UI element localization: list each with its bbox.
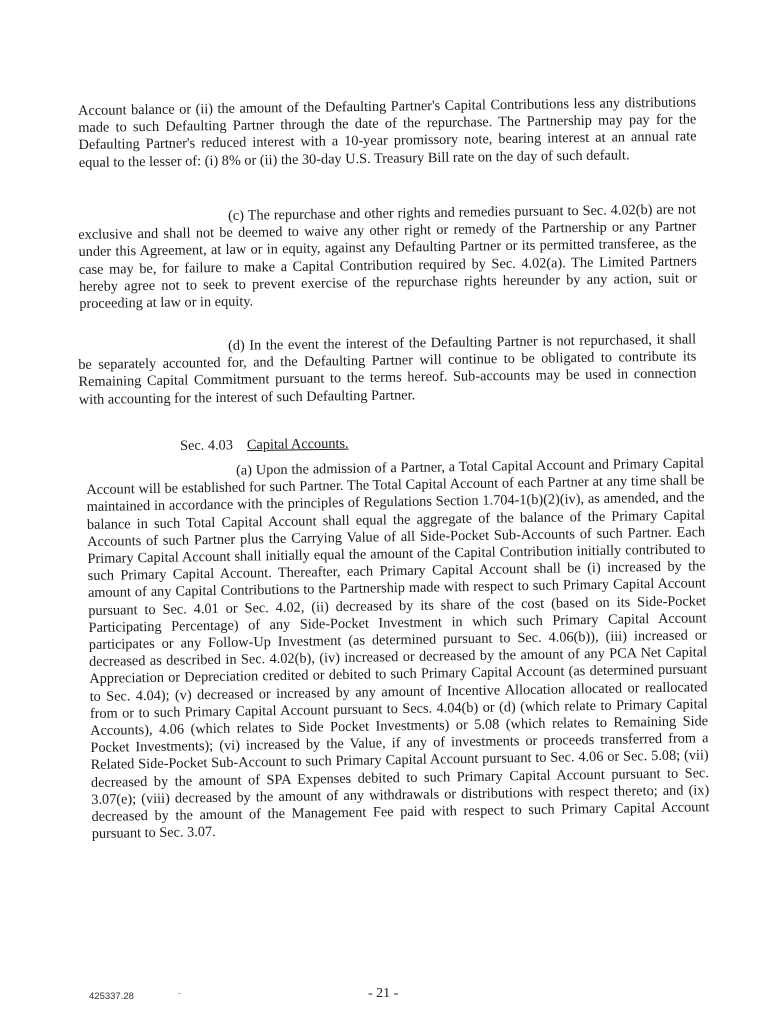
- paragraph-text: Account balance or (ii) the amount of the Defaulting Partner's Capital Contributions less any distributions made to such Defaulting Partner through the date of the repurchase. The Partnership may pay for the Defaulting Partner's reduced interest with a 10-year promissory note, bearing interest at an annual rate equal to the lesser of: (i) 8% or (ii) the 30-day U.S. Treasury Bill rate on the day of such default.: [78, 94, 697, 171]
- page-number: - 21 -: [368, 986, 399, 1001]
- paragraph-c: [78, 201, 697, 313]
- document-id: 425337.28: [89, 991, 134, 1002]
- paragraph-indent: [86, 475, 236, 477]
- paragraph-a: [86, 455, 710, 843]
- scan-artifact: [178, 993, 181, 994]
- paragraph-d: [78, 331, 697, 408]
- paragraph-continuation: [78, 94, 697, 171]
- section-number: Sec. 4.03: [180, 437, 234, 454]
- paragraph-text: (a) Upon the admission of a Partner, a Total Capital Account and Primary Capital Account will be established for such Partner. The Total Capital Account of each Partner at any time shall be maintained in accordance with the principles of Regulations Section 1.704-1(b)(2)(iv), as amended, and the balance in such Total Capital Account shall equal the aggregate of the balance of the Primary Capital Accounts of such Partner plus the Carrying Value of all Side-Pocket Sub-Accounts of such Partner. Each Primary Capital Account shall initially equal the amount of the Capital Contribution initially contributed to such Primary Capital Account. Thereafter, each Primary Capital Account shall be (i) increased by the amount of any Capital Contributions to the Partnership made with respect to such Primary Capital Account pursuant to Sec. 4.01 or Sec. 4.02, (ii) decreased by its share of the cost (based on its Side-Pocket Participating Percentage) of any Side-Pocket Investment in which such Primary Capital Account participates or any Follow-Up Investment (as determined pursuant to Sec. 4.06(b)), (iii) increased or decreased as described in Sec. 4.02(b), (iv) increased or decreased by the amount of any PCA Net Capital Appreciation or Depreciation credited or debited to such Primary Capital Account (as determined pursuant to Sec. 4.04); (v) decreased or increased by any amount of Incentive Allocation allocated or reallocated from or to such Primary Capital Account pursuant to Secs. 4.04(b) or (d) (which relate to Primary Capital Accounts), 4.06 (which relates to Side Pocket Investments) or 5.08 (which relates to Remaining Side Pocket Investments); (vi) increased by the Value, if any of investments or proceeds transferred from a Related Side-Pocket Sub-Account to such Primary Capital Account pursuant to Sec. 4.06 or Sec. 5.08; (vii) decreased by the amount of SPA Expenses debited to such Primary Capital Account pursuant to Sec. 3.07(e); (viii) decreased by the amount of any withdrawals or distributions with respect thereto; and (ix) decreased by the amount of the Management Fee paid with respect to such Primary Capital Account pursuant to Sec. 3.07.: [86, 455, 710, 843]
- paragraph-text: (c) The repurchase and other rights and remedies pursuant to Sec. 4.02(b) are not exclusive and shall not be deemed to waive any other right or remedy of the Partnership or any Partner under this Agreement, at law or in equity, against any Defaulting Partner or its permitted transferee, as the case may be, for failure to make a Capital Contribution required by Sec. 4.02(a). The Limited Partners hereby agree not to seek to prevent exercise of the repurchase rights hereunder by any action, suit or proceeding at law or in equity.: [78, 201, 698, 313]
- section-title: Capital Accounts.: [246, 435, 349, 454]
- paragraph-text: (d) In the event the interest of the Defaulting Partner is not repurchased, it shall be separately accounted for, and the Defaulting Partner will continue to be obligated to contribute its Remaining Capital Commitment pursuant to the terms hereof. Sub-accounts may be used in connection with accounting for the interest of such Defaulting Partner.: [78, 331, 697, 408]
- section-heading: [180, 436, 349, 456]
- paragraph-indent: [78, 220, 228, 222]
- paragraph-indent: [78, 350, 228, 352]
